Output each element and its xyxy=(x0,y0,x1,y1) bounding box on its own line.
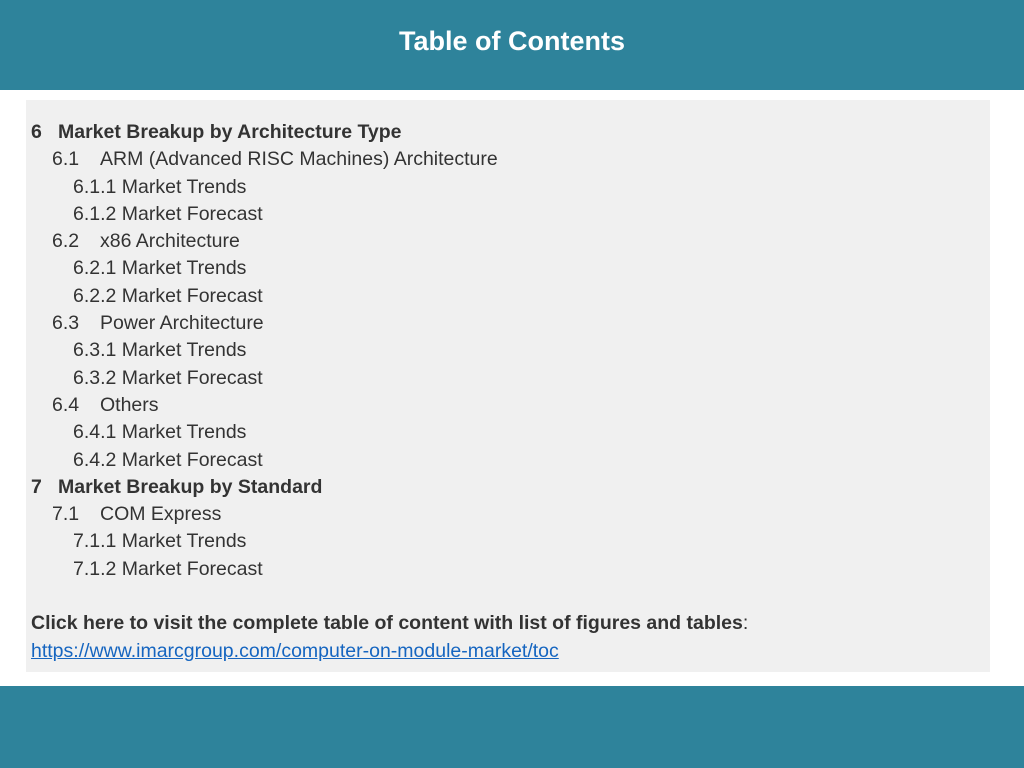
subsection-number: 6.3 xyxy=(52,312,80,335)
section-number: 7 xyxy=(31,475,42,498)
subsection-number: 6.4 xyxy=(52,393,80,416)
subsection-title: ARM (Advanced RISC Machines) Architecture xyxy=(100,148,498,171)
toc-item-6-3-1: 6.3.1 Market Trends xyxy=(73,339,247,362)
toc-item-6-4-1: 6.4.1 Market Trends xyxy=(73,421,247,444)
toc-link[interactable]: https://www.imarcgroup.com/computer-on-module-market/toc xyxy=(31,639,559,662)
section-title: Market Breakup by Standard xyxy=(58,475,323,498)
toc-subsection-6-4 xyxy=(31,392,990,419)
toc-item-6-3-2: 6.3.2 Market Forecast xyxy=(73,366,263,389)
toc-section-6 xyxy=(31,119,990,146)
spacer xyxy=(31,583,990,610)
cta-colon: : xyxy=(742,612,749,635)
toc-item-6-2-2: 6.2.2 Market Forecast xyxy=(73,284,263,307)
toc-subsection-7-1 xyxy=(31,501,990,528)
toc-item-6-1-1: 6.1.1 Market Trends xyxy=(73,175,247,198)
subsection-number: 6.2 xyxy=(52,230,80,253)
cta-text: Click here to visit the complete table of content with list of figures and tables xyxy=(31,612,743,635)
footer-bar xyxy=(0,686,1024,768)
subsection-title: x86 Architecture xyxy=(100,230,240,253)
toc-item-6-1-2: 6.1.2 Market Forecast xyxy=(73,202,263,225)
subsection-number: 7.1 xyxy=(52,503,80,526)
subsection-title: Power Architecture xyxy=(100,312,264,335)
toc-item-6-2-1: 6.2.1 Market Trends xyxy=(73,257,247,280)
section-number: 6 xyxy=(31,121,42,143)
toc-subsection-6-1 xyxy=(31,146,990,173)
cta-line xyxy=(31,610,990,637)
subsection-title: COM Express xyxy=(100,503,222,526)
subsection-number: 6.1 xyxy=(52,148,80,171)
page-title: Table of Contents xyxy=(399,25,625,56)
toc-subsection-6-3 xyxy=(31,310,990,337)
toc-link-row xyxy=(31,638,990,665)
section-title: Market Breakup by Architecture Type xyxy=(58,121,402,143)
toc-panel xyxy=(26,100,990,672)
header-bar xyxy=(0,0,1024,90)
toc-item-7-1-1: 7.1.1 Market Trends xyxy=(73,530,247,553)
toc-subsection-6-2 xyxy=(31,228,990,255)
toc-item-7-1-2: 7.1.2 Market Forecast xyxy=(73,557,263,580)
toc-item-6-4-2: 6.4.2 Market Forecast xyxy=(73,448,263,471)
toc-section-7 xyxy=(31,474,990,501)
subsection-title: Others xyxy=(100,393,159,416)
